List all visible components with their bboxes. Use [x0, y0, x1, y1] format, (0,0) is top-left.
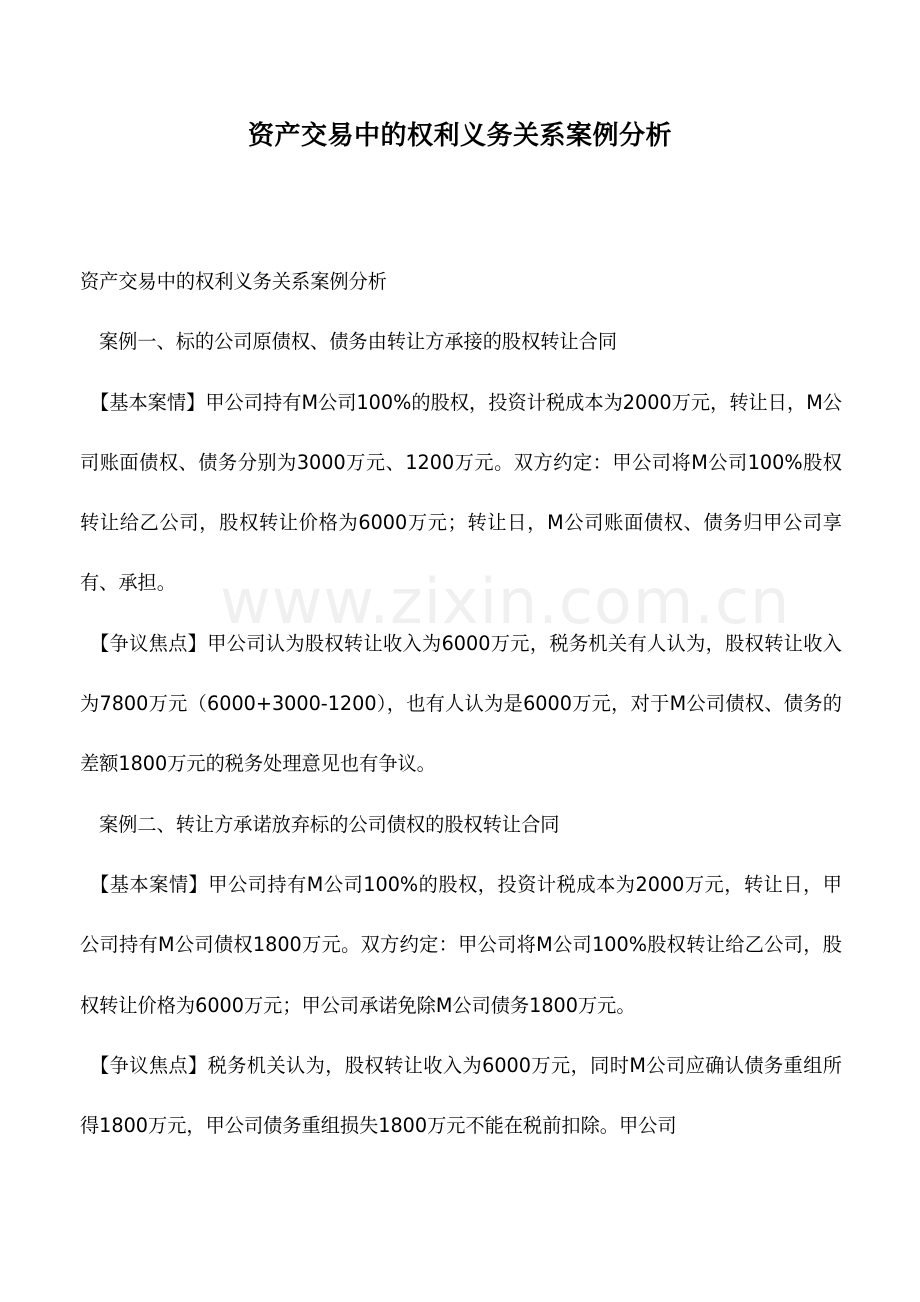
paragraph-case-two-heading: 案例二、转让方承诺放弃标的公司债权的股权转让合同 — [99, 812, 560, 836]
paragraph-heading: 资产交易中的权利义务关系案例分析 — [80, 270, 387, 293]
watermark: www.zixin.com.cn — [220, 565, 791, 638]
paragraph-case-one-facts: 【基本案情】甲公司持有M公司100%的股权，投资计税成本为2000万元，转让日，M公司账面债权、债务分别为3000万元、1200万元。双方约定：甲公司将M公司100%股权转让给乙公司，股权转让价格为6000万元；转让日，M公司账面债权、债务归甲公司享有、承担。 — [80, 390, 842, 595]
paragraph-case-two-facts: 【基本案情】甲公司持有M公司100%的股权，投资计税成本为2000万元，转让日，甲公司持有M公司债权1800万元。双方约定：甲公司将M公司100%股权转让给乙公司，股权转让价格为6000万元；甲公司承诺免除M公司债务1800万元。 — [80, 872, 842, 1017]
paragraph-case-one-heading: 案例一、标的公司原债权、债务由转让方承接的股权转让合同 — [99, 330, 618, 354]
document-title: 资产交易中的权利义务关系案例分析 — [247, 121, 672, 151]
paragraph-case-one-dispute: 【争议焦点】甲公司认为股权转让收入为6000万元，税务机关有人认为，股权转让收入为7800万元（6000+3000-1200），也有人认为是6000万元，对于M公司债权、债务的差额1800万元的税务处理意见也有争议。 — [80, 631, 842, 776]
document-body — [80, 252, 842, 1156]
paragraph-case-two-dispute: 【争议焦点】税务机关认为，股权转让收入为6000万元，同时M公司应确认债务重组所得1800万元，甲公司债务重组损失1800万元不能在税前扣除。甲公司 — [80, 1053, 842, 1138]
